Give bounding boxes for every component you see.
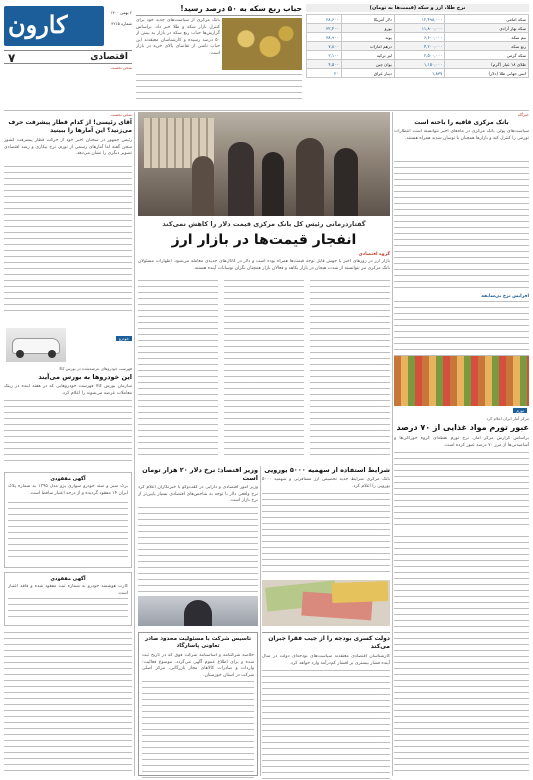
market-item-value: ۳۸,۹۰۰ — [307, 33, 342, 42]
section-sub: سخن نخست — [110, 65, 132, 70]
person-figure-4 — [334, 148, 358, 216]
top-news-body: بانک مرکزی از سیاست‌های جدید خود برای کنترل بازار سکه و طلا خبر داد. براساس گزارش‌ها حباب ربع سکه در بازار به بیش از ۵۰ درصد رسیده و کارشناسان معتقدند این حباب ناشی از تقاضای بالای خرید در بازار است. — [136, 18, 220, 56]
person-figure-5 — [192, 156, 214, 216]
market-rates-table — [306, 14, 529, 78]
left-column-label: سخن نخست — [110, 112, 132, 117]
top-rule — [4, 110, 529, 111]
inflation-kicker: مرکز آمار ایران اعلام کرد — [486, 416, 529, 421]
person-figure-3 — [296, 138, 324, 216]
main-story-body: بازار ارز در روزهای اخیر با جهش قابل توجه قیمت‌ها همراه بوده است و دلار در کانال‌های جدیدی معامله می‌شود. اظهارات مسئولان بانک مرکزی نیز نتوانسته از شدت هیجان در بازار بکاهد و فعالان بازار همچنان نگران نوسانات آینده هستند. — [138, 259, 390, 271]
market-item-value: ۱۱,۸۰۰,۰۰۰ — [394, 24, 445, 33]
market-item-value: ۴,۵۰۰ — [307, 60, 342, 69]
main-col-1 — [138, 280, 218, 460]
ad2-lines — [8, 598, 128, 622]
market-item-value: ۱۲,۴۹۸,۰۰۰ — [394, 15, 445, 24]
person-figure-2 — [262, 152, 284, 216]
ad2-body: کارت هوشمند خودرو به شماره ثبت مفقود شده و فاقد اعتبار است. — [8, 584, 128, 596]
page-number: ۷ — [8, 51, 16, 65]
left-column-body: رئیس جمهور در سخنان اخیر خود از حرکت قطار پیشرفت کشور سخن گفته اما آمارهای رسمی از تورم، نرخ بیکاری و رشد اقتصادی تصویر دیگری را نشان می‌دهد. — [4, 138, 132, 156]
market-item-name: دلار آمریکا — [341, 15, 394, 24]
minister-headline: وزیر اقتصاد: نرخ دلار ۲۰ هزار تومان است — [142, 466, 258, 482]
left-bottom-column — [4, 632, 132, 776]
main-story-byline: گروه اقتصادی — [358, 252, 390, 257]
top-news — [136, 4, 302, 112]
market-row — [307, 24, 529, 33]
minister-photo — [138, 596, 258, 626]
market-item-value: ۶,۶۰۰,۰۰۰ — [394, 33, 445, 42]
stock-body: بانک مرکزی شرایط جدید تخصیص ارز مسافرتی و سهمیه ۵۰۰۰ یورویی را اعلام کرد. — [262, 477, 390, 489]
right-bottom-column — [394, 536, 529, 776]
car-story-kicker: فهرست خودروهای عرضه‌شده در بورس کالا — [58, 366, 132, 371]
minister-figure — [184, 600, 212, 626]
top-news-headline: حباب ربع سکه به ۵۰ درصد رسید! — [136, 4, 302, 16]
inflation-body: براساس گزارش مرکز آمار، نرخ تورم نقطه‌ای گروه خوراکی‌ها و آشامیدنی‌ها از مرز ۷۰ درصد عبور کرده است. — [394, 436, 529, 448]
stock-lines — [262, 493, 390, 573]
car-story-lines — [4, 400, 132, 464]
inflation-headline: عبور تورم مواد غذایی از ۷۰ درصد — [396, 423, 529, 432]
notice-box — [138, 632, 258, 776]
market-row — [307, 51, 529, 60]
market-photo — [394, 356, 529, 406]
coins-photo — [222, 18, 302, 70]
car-story — [4, 328, 132, 468]
ad-block-2 — [4, 572, 132, 626]
main-story-body-area — [138, 252, 390, 462]
market-item-name: نیم سکه — [445, 33, 529, 42]
market-item-name: سکه گرمی — [445, 51, 529, 60]
issue-label: شماره ۴۲۱۵ — [111, 21, 132, 26]
market-item-value: ۲۸,۶۰۰ — [307, 15, 342, 24]
masthead-meta — [106, 10, 132, 26]
ad-title: آگهی مفقودی — [50, 476, 86, 482]
section-title: اقتصادی — [90, 52, 128, 62]
right-column-subhead: افزایش نرخ بی‌سابقه — [481, 294, 529, 299]
left-bottom-lines — [4, 632, 132, 776]
notice-headline: تاسیس شرکت با مسئولیت محدود صادر تعاونی پاسارگاد — [144, 636, 252, 649]
column-rule-1 — [134, 112, 135, 776]
market-item-value: ۲۰ — [307, 69, 342, 78]
market-item-name: یوان چین — [341, 60, 394, 69]
right-column-lines — [394, 161, 529, 291]
market-item-name: سکه بهار آزادی — [445, 24, 529, 33]
stock-headline: شرایط استفاده از سهمیه ۵۰۰۰ یورویی — [264, 466, 390, 474]
market-table-title: نرخ طلا، ارز و سکه (قیمت‌ها به تومان) — [306, 4, 529, 12]
minister-body: وزیر امور اقتصادی و دارایی در گفت‌وگو با خبرنگاران اعلام کرد نرخ واقعی دلار با توجه به شاخص‌های اقتصادی بسیار پایین‌تر از نرخ بازار است. — [138, 485, 258, 503]
market-item-name: طلای ۱۸ عیار (گرم) — [445, 60, 529, 69]
market-item-name: لیر ترکیه — [341, 51, 394, 60]
market-item-value: ۲,۵۰۰,۰۰۰ — [394, 51, 445, 60]
right-bottom-lines — [394, 536, 529, 776]
market-item-name: دینار عراق — [341, 69, 394, 78]
budget-body: کارشناسان اقتصادی معتقدند سیاست‌های بودجه‌ای دولت در سال آینده فشار بیشتری بر اقشار کم‌درآمد وارد خواهد کرد. — [262, 654, 390, 666]
market-item-name: درهم امارات — [341, 42, 394, 51]
car-wheel-front — [16, 350, 24, 358]
masthead — [4, 4, 132, 70]
main-col-2 — [224, 280, 304, 460]
main-story-headline: انفجار قیمت‌ها در بازار ارز — [171, 232, 357, 248]
right-column-lines-2 — [394, 301, 529, 361]
date-line: ۲ بهمن ۱۴۰۰ — [110, 10, 132, 15]
car-story-body: سازمان بورس کالا فهرست خودروهایی که در هفته آینده در رینگ معاملات عرضه می‌شوند را اعلام کرد. — [4, 384, 132, 396]
market-row — [307, 69, 529, 78]
market-item-value: ۷,۸۰۰ — [307, 42, 342, 51]
market-row — [307, 42, 529, 51]
left-column — [4, 112, 132, 324]
car-wheel-rear — [48, 350, 56, 358]
market-item-name: پوند — [341, 33, 394, 42]
column-rule-3 — [260, 466, 261, 776]
market-row — [307, 60, 529, 69]
market-item-name: انس جهانی طلا (دلار) — [445, 69, 529, 78]
logo-text: کارون — [8, 10, 68, 39]
right-column-body: سیاست‌های پولی بانک مرکزی در ماه‌های اخیر نتوانسته است انتظارات تورمی را کنترل کند و بازارها همچنان با نوسان شدید همراه هستند. — [394, 129, 529, 141]
market-row — [307, 33, 529, 42]
banknote-3 — [332, 581, 389, 603]
main-photo — [138, 112, 390, 216]
market-item-name: یورو — [341, 24, 394, 33]
budget-story — [262, 632, 390, 776]
market-item-value: ۴,۲۰۰,۰۰۰ — [394, 42, 445, 51]
masthead-logo — [4, 6, 104, 46]
car-photo — [6, 328, 66, 362]
inflation-story — [394, 356, 529, 532]
inflation-label: تورم — [513, 408, 527, 413]
right-column — [394, 112, 529, 352]
market-item-value: ۱,۸۳۷ — [394, 69, 445, 78]
left-column-headline: آقای رئیسی! از کدام قطار پیشرفت حرف می‌زنید؟ این آمارها را ببینید — [8, 119, 132, 134]
column-rule-2 — [392, 112, 393, 776]
market-item-value: ۲,۱۰۰ — [307, 51, 342, 60]
ad-lines — [8, 502, 128, 562]
market-item-name: ربع سکه — [445, 42, 529, 51]
ad-body: برگ سبز و سند خودرو سواری پژو مدل ۱۳۹۵ به شماره پلاک ایران ۱۴ مفقود گردیده و از درجه اعتبار ساقط است. — [8, 484, 128, 496]
left-column-lines — [4, 166, 132, 316]
market-item-value: ۱,۱۵۰,۰۰۰ — [394, 60, 445, 69]
right-column-headline: بانک مرکزی قافیه را باخته است — [414, 119, 509, 126]
market-item-name: سکه امامی — [445, 15, 529, 24]
person-figure-1 — [228, 142, 254, 216]
stock-story — [262, 466, 390, 578]
section-bar — [4, 50, 132, 64]
notice-lines — [142, 681, 254, 780]
car-story-headline: این خودروها به بورس می‌آیند — [38, 373, 132, 381]
inflation-lines — [394, 452, 529, 530]
ad-block — [4, 472, 132, 568]
notice-body: خلاصه شرکتنامه و اساسنامه شرکت فوق که در تاریخ ثبت شده و برای اطلاع عموم آگهی می‌گردد. موضوع فعالیت: واردات و صادرات کالاهای مجاز بازرگانی، مرکز اصلی شرکت در استان خوزستان. — [142, 653, 254, 678]
market-row — [307, 15, 529, 24]
budget-lines — [262, 670, 390, 780]
top-news-lines — [136, 74, 302, 104]
market-table — [306, 4, 529, 110]
main-col-3 — [310, 280, 390, 460]
ad2-title: آگهی مفقودی — [50, 576, 86, 582]
main-story-kicker: گفتاردرمانی رئیس کل بانک مرکزی قیمت دلار را کاهش نمی‌کند — [162, 220, 366, 228]
market-item-value: ۳۲,۴۰۰ — [307, 24, 342, 33]
budget-headline: دولت کسری بودجه را از جیب فقرا جبران می‌کند — [262, 632, 390, 651]
car-story-label: خودرو — [116, 336, 132, 341]
right-column-label: خبرگاه — [517, 112, 529, 117]
euro-photo — [262, 580, 390, 626]
